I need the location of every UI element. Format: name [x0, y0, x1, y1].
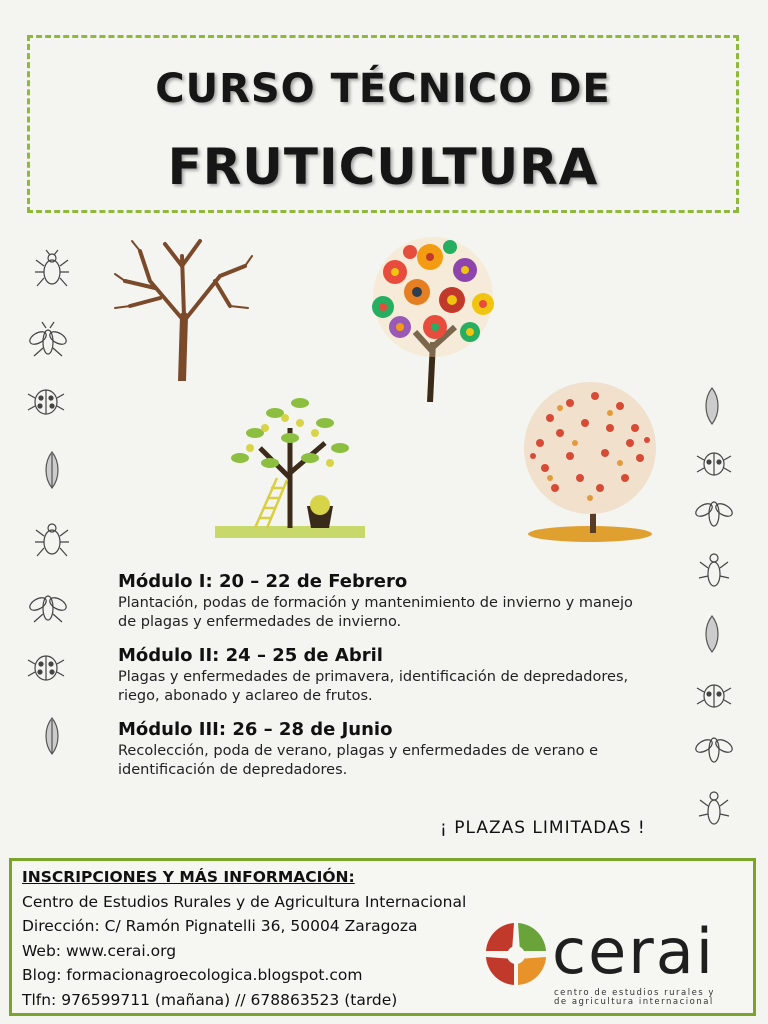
info-box	[9, 858, 756, 1016]
insect-icon	[694, 786, 734, 830]
module-item	[118, 718, 678, 780]
fly-icon	[694, 726, 734, 770]
apple-tree-icon	[515, 378, 660, 543]
pear-tree-icon	[215, 378, 365, 538]
fly-icon	[28, 318, 68, 362]
title-line-1: CURSO TÉCNICO DE	[155, 66, 611, 112]
modules-list	[118, 570, 678, 792]
cerai-tagline: centro de estudios rurales y de agricultura internacional	[554, 988, 715, 1007]
module-description: identificación de depredadores.	[118, 762, 348, 778]
module-description: de plagas y enfermedades de invierno.	[118, 614, 402, 630]
ladybug-icon	[694, 672, 734, 716]
insect-icon	[694, 548, 734, 592]
info-blog-link[interactable]: Blog: formacionagroecologica.blogspot.com	[22, 966, 363, 984]
ladybug-icon	[694, 440, 734, 484]
leaf-icon	[40, 448, 64, 492]
info-heading: INSCRIPCIONES Y MÁS INFORMACIÓN:	[22, 868, 355, 886]
leaf-icon	[700, 612, 724, 656]
info-organization: Centro de Estudios Rurales y de Agricultura Internacional	[22, 892, 467, 911]
insect-icon	[32, 248, 72, 292]
info-web-link[interactable]: Web: www.cerai.org	[22, 941, 177, 960]
module-description: Recolección, poda de verano, plagas y enfermedades de verano e	[118, 743, 599, 759]
module-item	[118, 644, 678, 706]
module-title: Módulo II: 24 – 25 de Abril	[118, 645, 383, 666]
module-description: riego, abonado y aclareo de frutos.	[118, 688, 373, 704]
module-title: Módulo III: 26 – 28 de Junio	[118, 719, 393, 740]
module-title: Módulo I: 20 – 22 de Febrero	[118, 571, 408, 592]
insect-icon	[32, 518, 72, 562]
title-line-2: FRUTICULTURA	[167, 138, 599, 196]
info-address: Dirección: C/ Ramón Pignatelli 36, 50004 Zaragoza	[22, 917, 418, 935]
cerai-logo-mark-icon	[482, 919, 548, 989]
info-phone: Tlfn: 976599711 (mañana) // 678863523 (tarde)	[22, 990, 398, 1009]
flower-tree-icon	[355, 232, 510, 402]
bare-tree-icon	[110, 236, 255, 381]
leaf-icon	[700, 384, 724, 428]
module-description: Plagas y enfermedades de primavera, identificación de depredadores,	[118, 669, 629, 685]
module-description: Plantación, podas de formación y mantenimiento de invierno y manejo	[118, 595, 633, 611]
ladybug-icon	[26, 378, 66, 422]
limited-places-notice: ¡ PLAZAS LIMITADAS !	[440, 818, 646, 838]
leaf-icon	[40, 714, 64, 758]
fly-icon	[694, 490, 734, 534]
ladybug-icon	[26, 644, 66, 688]
cerai-logo	[482, 915, 752, 1009]
fly-icon	[28, 584, 68, 628]
title-box	[27, 35, 739, 213]
cerai-wordmark: cerai	[552, 915, 715, 988]
module-item	[118, 570, 678, 632]
